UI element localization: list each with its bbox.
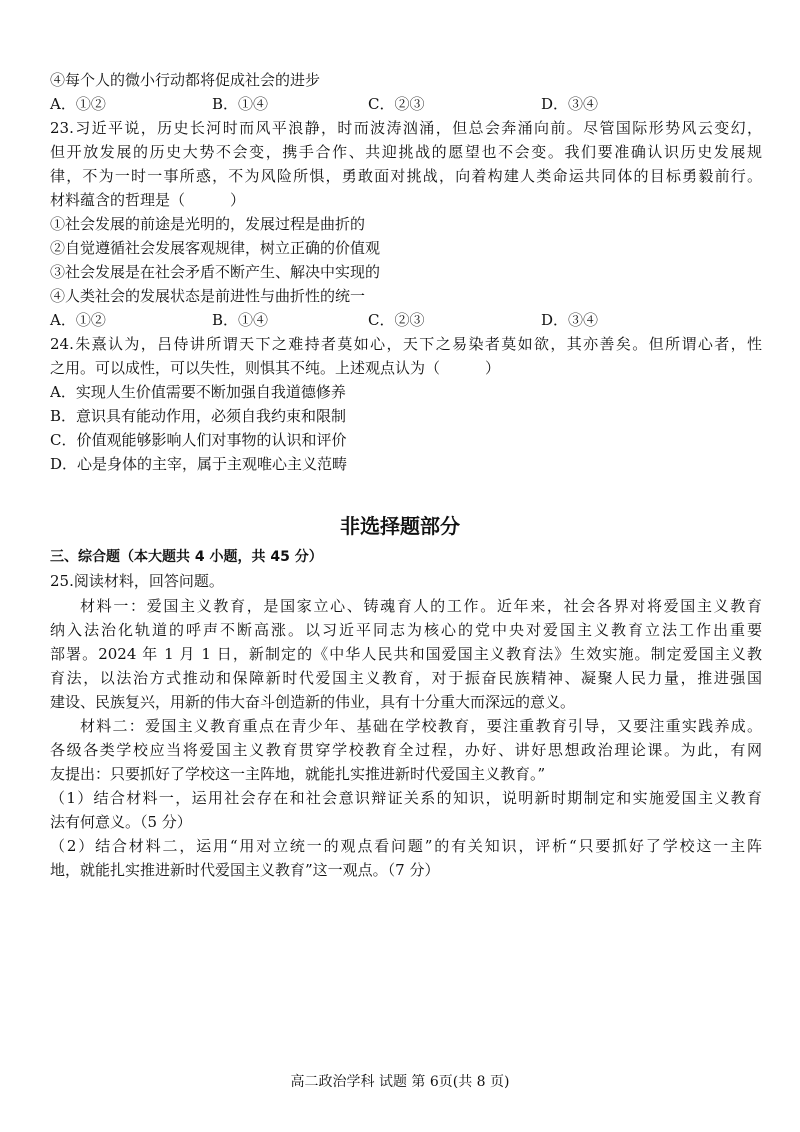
section-title: 非选择题部分 <box>340 514 460 538</box>
section-heading: 三、综合题（本大题共 4 小题，共 45 分） <box>50 549 323 565</box>
q24-option-d: D．心是身体的主宰，属于主观唯心主义范畴 <box>50 455 348 473</box>
q25-subquestion-2: 地，就能扎实推进新时代爱国主义教育”这一观点。（7 分） <box>50 861 440 879</box>
q22-option-a: A．①② <box>50 95 106 113</box>
q23-prompt: 材料蕴含的哲理是（ ） <box>50 191 246 209</box>
q24-stem-line: 之用。可以成性，可以失性，则惧其不纯。上述观点认为（ ） <box>50 359 501 377</box>
q22-option-c: C．②③ <box>368 95 425 113</box>
q25-material-2-line: 友提出：只要抓好了学校这一主阵地，就能扎实推进新时代爱国主义教育。” <box>50 765 546 783</box>
q23-stem-line: 律，不为一时一事所惑，不为风险所惧，勇敢面对挑战，向着构建人类命运共同体的目标勇毅前行。 <box>50 167 762 185</box>
q25-material-1-line: 部署。2024 年 1 月 1 日，新制定的《中华人民共和国爱国主义教育法》生效实施。制定爱国主义教 <box>50 645 762 663</box>
q25-material-1-line: 纳入法治化轨道的呼声不断高涨。以习近平同志为核心的党中央对爱国主义教育立法工作出重要 <box>50 621 762 639</box>
q25-subquestion-1: 法有何意义。（5 分） <box>50 813 192 831</box>
q24-option-c: C．价值观能够影响人们对事物的认识和评价 <box>50 431 347 449</box>
q23-stem-line: 但开放发展的历史大势不会变，携手合作、共迎挑战的愿望也不会变。我们要准确认识历史发展规 <box>50 143 762 161</box>
q23-option-c: C．②③ <box>368 311 425 329</box>
q25-material-1-line: 材料一：爱国主义教育，是国家立心、铸魂育人的工作。近年来，社会各界对将爱国主义教育 <box>80 597 762 615</box>
q23-item-2: ②自觉遵循社会发展客观规律，树立正确的价值观 <box>50 239 381 257</box>
q22-option-d: D．③④ <box>541 95 599 113</box>
q25-material-1-line: 育法，以法治方式推动和保障新时代爱国主义教育，对于振奋民族精神、凝聚人民力量，推进强国 <box>50 669 762 687</box>
q23-item-4: ④人类社会的发展状态是前进性与曲折性的统一 <box>50 287 366 305</box>
q22-item-4: ④每个人的微小行动都将促成社会的进步 <box>50 71 321 89</box>
q24-option-a: A．实现人生价值需要不断加强自我道德修养 <box>50 383 346 401</box>
q23-item-3: ③社会发展是在社会矛盾不断产生、解决中实现的 <box>50 263 381 281</box>
q23-option-b: B．①④ <box>212 311 269 329</box>
page-footer: 高二政治学科 试题 第 6页(共 8 页) <box>290 1074 510 1090</box>
q22-option-b: B．①④ <box>212 95 269 113</box>
q25-subquestion-1: （1）结合材料一，运用社会存在和社会意识辩证关系的知识，说明新时期制定和实施爱国主义教育 <box>50 789 762 807</box>
q25-material-2-line: 各级各类学校应当将爱国主义教育贯穿学校教育全过程，办好、讲好思想政治理论课。为此，有网 <box>50 741 762 759</box>
q24-option-b: B．意识具有能动作用，必须自我约束和限制 <box>50 407 347 425</box>
q23-option-d: D．③④ <box>541 311 599 329</box>
q24-stem-line: 24.朱熹认为，吕侍讲所谓天下之难持者莫如心，天下之易染者莫如欲，其亦善矣。但所谓心者，性 <box>50 335 762 353</box>
q25-subquestion-2: （2）结合材料二，运用“用对立统一的观点看问题”的有关知识，评析“只要抓好了学校这一主阵 <box>50 837 762 855</box>
q23-option-a: A．①② <box>50 311 106 329</box>
q25-material-2-line: 材料二：爱国主义教育重点在青少年、基础在学校教育，要注重教育引导，又要注重实践养成。 <box>80 717 762 735</box>
q25-intro: 25.阅读材料，回答问题。 <box>50 572 224 590</box>
q25-material-1-line: 建设、民族复兴，用新的伟大奋斗创造新的伟业，具有十分重大而深远的意义。 <box>50 693 576 711</box>
q23-item-1: ①社会发展的前途是光明的，发展过程是曲折的 <box>50 215 366 233</box>
q23-stem-line: 23.习近平说，历史长河时而风平浪静，时而波涛汹涌，但总会奔涌向前。尽管国际形势风云变幻， <box>50 119 762 137</box>
